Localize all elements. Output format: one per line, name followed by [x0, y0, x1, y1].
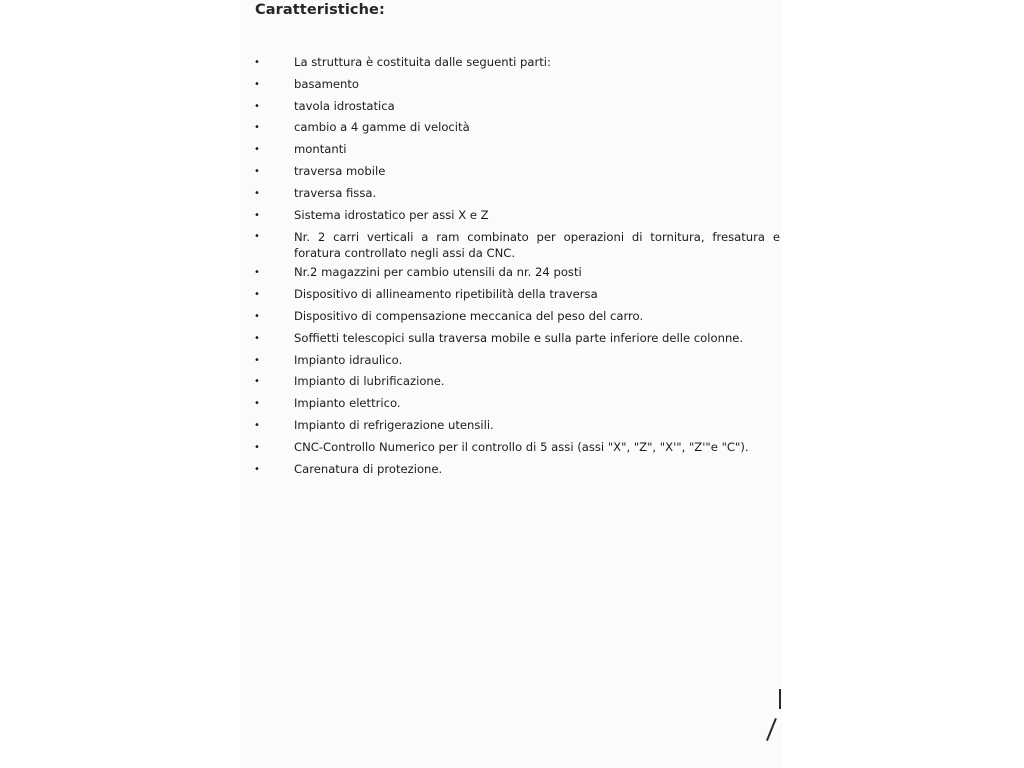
document-page [240, 0, 782, 768]
bullet-icon: • [254, 187, 260, 199]
bullet-icon: • [254, 231, 260, 243]
bullet-icon: • [254, 57, 260, 68]
list-item-text: CNC-Controllo Numerico per il controllo di 5 assi (assi "X", "Z", "X'", "Z'"e "C"). [294, 439, 749, 454]
bullet-icon: • [254, 376, 260, 388]
bullet-icon: • [254, 267, 260, 279]
list-item [240, 309, 782, 324]
bullet-icon: • [254, 398, 260, 410]
bullet-icon: • [254, 441, 260, 453]
list-item-text: La struttura è costituita dalle seguenti parti: [294, 55, 551, 69]
list-item-text: tavola idrostatica [294, 98, 395, 113]
bullet-icon: • [254, 354, 260, 366]
list-item [240, 462, 782, 477]
list-item-text: traversa mobile [294, 163, 386, 178]
bullet-icon: • [254, 209, 260, 221]
list-item [240, 418, 782, 433]
list-item-text: Carenatura di protezione. [294, 461, 443, 476]
list-item [240, 99, 782, 114]
list-item-text: cambio a 4 gamme di velocità [294, 120, 470, 135]
list-item-text: Impianto idraulico. [294, 352, 403, 367]
margin-pen-mark [766, 718, 776, 741]
list-item-text: Dispositivo di allineamento ripetibilità della traversa [294, 287, 598, 302]
list-item [240, 142, 782, 157]
list-item-text: montanti [294, 142, 347, 157]
list-item-text: Impianto di refrigerazione utensili. [294, 417, 494, 432]
bullet-icon: • [254, 100, 260, 112]
list-item-text: traversa fissa. [294, 185, 377, 200]
bullet-icon: • [254, 419, 260, 431]
list-item-text: basamento [294, 76, 360, 91]
list-item-text: Impianto elettrico. [294, 396, 401, 411]
bullet-icon: • [254, 165, 260, 177]
list-item [240, 440, 782, 455]
margin-pen-mark [779, 689, 781, 709]
list-item-text: Impianto di lubrificazione. [294, 374, 445, 389]
list-item [240, 164, 782, 179]
list-item [240, 374, 782, 389]
bullet-icon: • [254, 78, 260, 90]
list-item [240, 331, 782, 346]
list-item [240, 186, 782, 201]
list-item [240, 55, 782, 70]
list-item [240, 265, 782, 280]
bullet-icon: • [254, 310, 260, 322]
list-item [240, 229, 782, 261]
bullet-icon: • [254, 332, 260, 344]
list-item-text: Nr.2 magazzini per cambio utensili da nr. 24 posti [294, 265, 582, 280]
list-item [240, 120, 782, 135]
list-item [240, 77, 782, 92]
list-item [240, 287, 782, 302]
bullet-icon: • [254, 144, 260, 156]
bullet-icon: • [254, 463, 260, 475]
list-item-text: Soffietti telescopici sulla traversa mobile e sulla parte inferiore delle colonne. [294, 330, 744, 345]
list-item-text: Dispositivo di compensazione meccanica del peso del carro. [294, 308, 644, 323]
list-item-text: Sistema idrostatico per assi X e Z [294, 207, 489, 222]
features-list [240, 55, 782, 483]
list-item-text: Nr. 2 carri verticali a ram combinato per operazioni di tornitura, fresatura e foratura controllato negli assi da CNC. [294, 230, 780, 261]
list-item [240, 396, 782, 411]
list-item [240, 353, 782, 368]
section-heading: Caratteristiche: [255, 2, 385, 18]
bullet-icon: • [254, 289, 260, 301]
bullet-icon: • [254, 122, 260, 134]
list-item [240, 208, 782, 223]
